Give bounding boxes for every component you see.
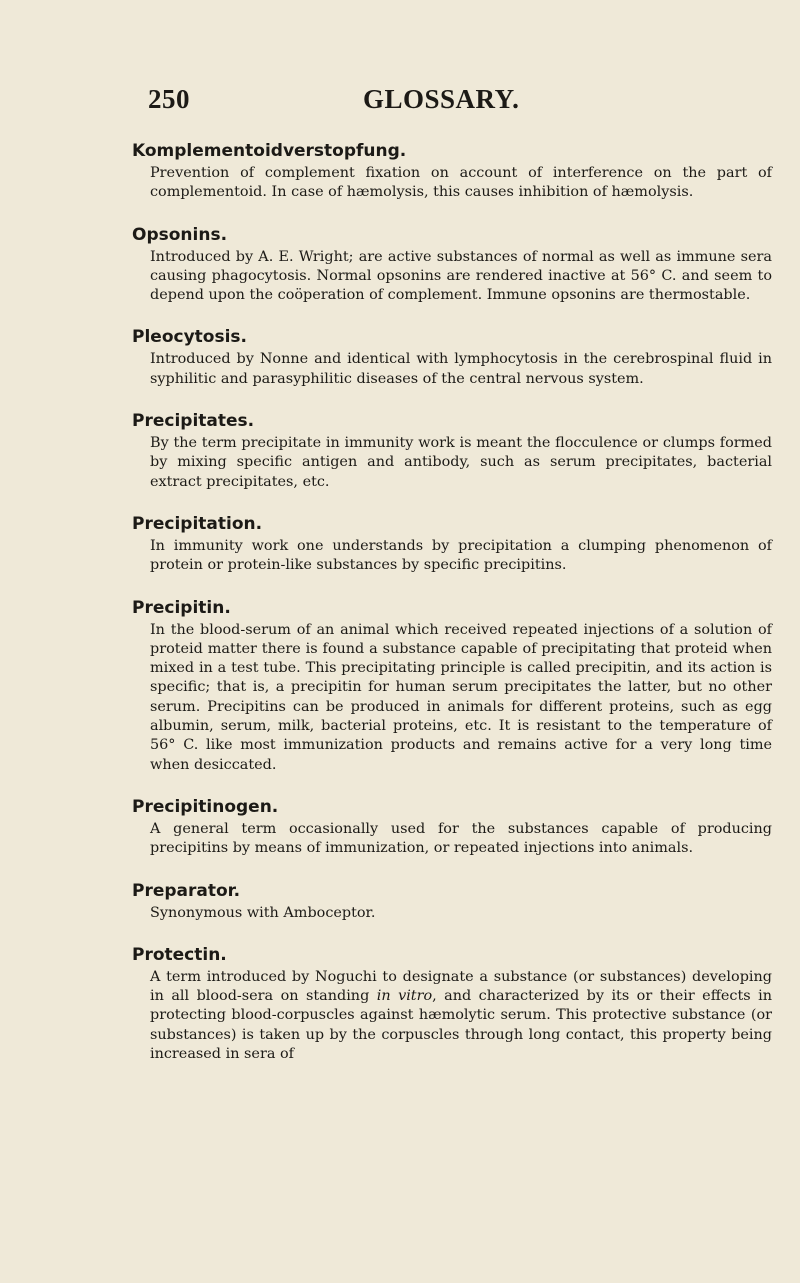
definition-text: , and characterized by its or their effects in protecting blood-corpuscles against hæmolytic serum. This protective substance (or substances) is taken up by the corpuscles through long contact, this property being increased in sera of bbox=[150, 988, 772, 1063]
page-header bbox=[148, 84, 768, 116]
page-number: 250 bbox=[148, 84, 190, 114]
definition-text: A term introduced by Noguchi to designate a substance (or substances) developing in all blood-sera on standing bbox=[150, 968, 772, 1005]
glossary-entry bbox=[132, 796, 772, 859]
entry-term: Opsonins. bbox=[132, 224, 228, 245]
glossary-entry bbox=[132, 410, 772, 492]
entry-definition: Introduced by Nonne and identical with lymphocytosis in the cerebrospinal fluid in syphilitic and parasyphilitic diseases of the central nervous system. bbox=[150, 351, 772, 387]
entry-term: Protectin. bbox=[132, 944, 227, 965]
entry-term: Pleocytosis. bbox=[132, 327, 247, 348]
glossary-entry bbox=[132, 224, 772, 306]
entry-definition: Prevention of complement fixation on account of interference on the part of complementoid. In case of hæmolysis, this causes inhibition of hæmolysis. bbox=[150, 165, 772, 201]
entry-definition: Introduced by A. E. Wright; are active substances of normal as well as immune sera causing phagocytosis. Normal opsonins are rendered inactive at 56° C. and seem to depend upon the coöperation of complement. Immune opsonins are thermostable. bbox=[150, 248, 772, 304]
glossary-entry bbox=[132, 880, 772, 923]
entry-definition bbox=[150, 968, 772, 1064]
entry-definition: Synonymous with Amboceptor. bbox=[150, 904, 376, 921]
glossary-entry bbox=[132, 597, 772, 775]
entry-term: Precipitates. bbox=[132, 411, 255, 432]
glossary-entry bbox=[132, 140, 772, 203]
entry-term: Precipitation. bbox=[132, 513, 263, 534]
entry-term: Preparator. bbox=[132, 880, 241, 901]
entry-term: Komplementoidverstopfung. bbox=[132, 141, 407, 161]
glossary-entry bbox=[132, 326, 772, 389]
glossary-entries bbox=[132, 140, 772, 1085]
entry-definition: In immunity work one understands by precipitation a clumping phenomenon of protein or protein-like substances by specific precipitins. bbox=[150, 537, 772, 574]
entry-term: Precipitinogen. bbox=[132, 796, 279, 817]
definition-italic-text: in vitro bbox=[376, 988, 433, 1005]
glossary-entry bbox=[132, 513, 772, 576]
entry-term: Precipitin. bbox=[132, 597, 231, 618]
entry-definition: In the blood-serum of an animal which received repeated injections of a solution of proteid matter there is found a substance capable of precipitating that proteid when mixed in a test tube. This precipitating principle is called precipitin, and its action is specific; that is, a precipitin for human serum precipitates the latter, but no other serum. Precipitins can be produced in animals for different proteins, such as egg albumin, serum, milk, bacterial proteins, etc. It is resistant to the temperature of 56° C. like most immunization products and remains active for a very long time when desiccated. bbox=[150, 621, 772, 773]
entry-definition: By the term precipitate in immunity work is meant the flocculence or clumps formed by mixing specific antigen and antibody, such as serum precipitates, bacterial extract precipitates, etc. bbox=[150, 435, 772, 490]
glossary-entry bbox=[132, 944, 772, 1064]
entry-definition: A general term occasionally used for the substances capable of producing precipitins by means of immunization, or repeated injections into animals. bbox=[150, 820, 772, 857]
running-head: GLOSSARY. bbox=[363, 84, 520, 114]
